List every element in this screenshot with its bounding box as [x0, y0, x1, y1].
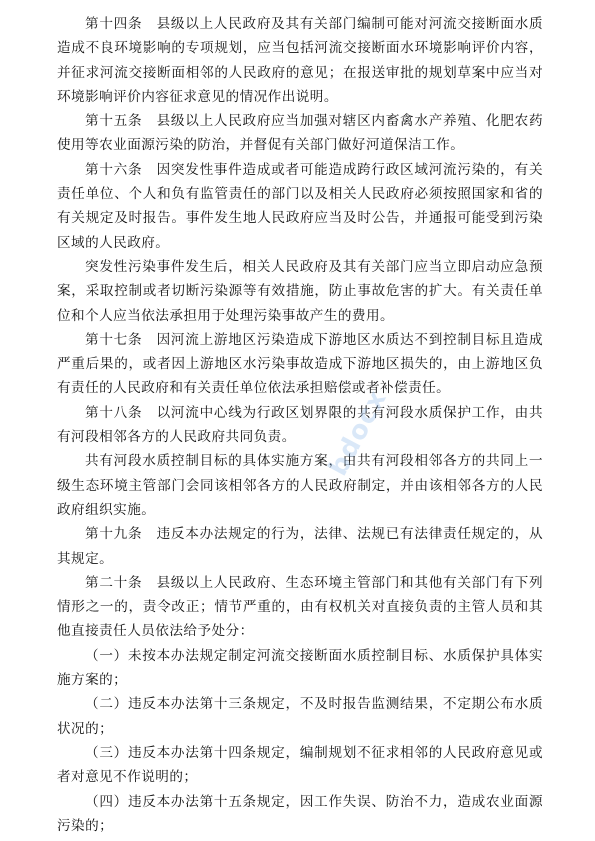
article-17-paragraph: 第十七条 因河流上游地区污染造成下游地区水质达不到控制目标且造成严重后果的，或者因上游地区水污染事故造成下游地区损失的，由上游地区负有责任的人民政府和有关责任单位依法承担赔偿或者补偿责任。 [57, 331, 543, 397]
article-15-paragraph: 第十五条 县级以上人民政府应当加强对辖区内畜禽水产养殖、化肥农药使用等农业面源污染的防治，并督促有关部门做好河道保洁工作。 [57, 113, 543, 154]
article-18-continuation-paragraph: 共有河段水质控制目标的具体实施方案，由共有河段相邻各方的共同上一级生态环境主管部门会同该相邻各方的人民政府制定，并由该相邻各方的人民政府组织实施。 [57, 453, 543, 518]
document-body [57, 12, 543, 838]
article-20-item-2: （二）违反本办法第十三条规定，不及时报告监测结果，不定期公布水质状况的； [57, 696, 543, 737]
article-18-paragraph: 第十八条 以河流中心线为行政区划界限的共有河段水质保护工作，由共有河段相邻各方的人民政府共同负责。 [57, 404, 543, 446]
article-16-paragraph: 第十六条 因突发性事件造成或者可能造成跨行政区域河流污染的，有关责任单位、个人和负有监管责任的部门以及相关人民政府必须按照国家和省的有关规定及时报告。事件发生地人民政府应当及时公告，并通报可能受到污染区域的人民政府。 [57, 161, 543, 251]
watermark: bdocx [323, 385, 394, 481]
article-20-paragraph: 第二十条 县级以上人民政府、生态环境主管部门和其他有关部门有下列情形之一的，责令改正；情节严重的，由有权机关对直接负责的主管人员和其他直接责任人员依法给予处分： [57, 574, 543, 640]
article-20-item-4: （四）违反本办法第十五条规定，因工作失误、防治不力，造成农业面源污染的； [57, 793, 543, 834]
article-16-continuation-paragraph: 突发性污染事件发生后，相关人民政府及其有关部门应当立即启动应急预案，采取控制或者切断污染源等有效措施，防止事故危害的扩大。有关责任单位和个人应当依法承担用于处理污染事故产生的费用。 [57, 258, 543, 324]
article-19-paragraph: 第十九条 违反本办法规定的行为，法律、法规已有法律责任规定的，从其规定。 [57, 526, 543, 567]
article-20-item-3: （三）违反本办法第十四条规定，编制规划不征求相邻的人民政府意见或者对意见不作说明的； [57, 744, 543, 786]
article-20-item-1: （一）未按本办法规定制定河流交接断面水质控制目标、水质保护具体实施方案的； [57, 647, 543, 689]
article-14-paragraph: 第十四条 县级以上人民政府及其有关部门编制可能对河流交接断面水质造成不良环境影响的专项规划，应当包括河流交接断面水环境影响评价内容，并征求河流交接断面相邻的人民政府的意见；在报送审批的规划草案中应当对环境影响评价内容征求意见的情况作出说明。 [57, 16, 543, 105]
